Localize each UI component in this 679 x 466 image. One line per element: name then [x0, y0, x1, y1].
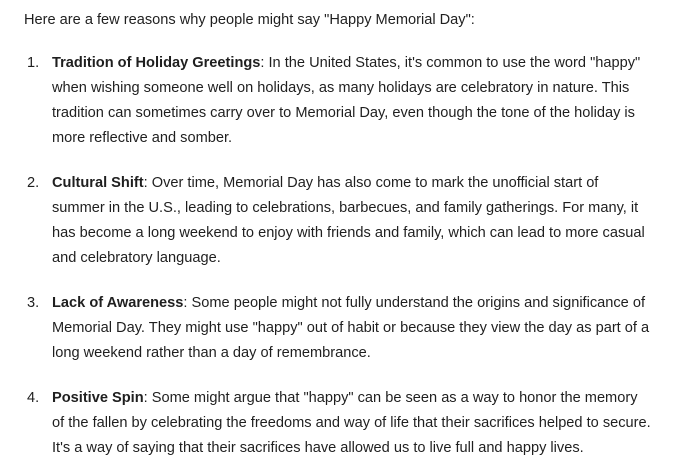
list-number: 2. — [27, 175, 40, 191]
list-number: 1. — [27, 55, 40, 71]
reason-text: : Some might argue that "happy" can be seen as a way to honor the memory of the fallen by celebrating the freedoms and way of life that their sacrifices helped to secure. It's a way of saying that their sacrifices have allowed us to live full and happy lives. — [52, 390, 651, 456]
list-number: 4. — [27, 390, 40, 406]
reason-title: Positive Spin — [52, 390, 144, 406]
list-item — [24, 386, 653, 461]
reason-text: : In the United States, it's common to use the word "happy" when wishing someone well on holidays, as many holidays are celebratory in nature. This tradition can sometimes carry over to Memorial Day, even though the tone of the holiday is more reflective and somber. — [52, 55, 641, 146]
reasons-list — [24, 51, 653, 461]
list-item — [24, 291, 653, 366]
intro-text: Here are a few reasons why people might say "Happy Memorial Day": — [24, 12, 475, 28]
list-number: 3. — [27, 295, 40, 311]
reason-text: : Over time, Memorial Day has also come to mark the unofficial start of summer in the U.S., leading to celebrations, barbecues, and family gatherings. For many, it has become a long weekend to enjoy with friends and family, which can lead to more casual and celebratory language. — [52, 175, 645, 266]
list-item — [24, 171, 653, 271]
reason-title: Tradition of Holiday Greetings — [52, 55, 261, 71]
reason-title: Cultural Shift — [52, 175, 144, 191]
reason-text: : Some people might not fully understand the origins and significance of Memorial Day. They might use "happy" out of habit or because they view the day as part of a long weekend rather than a day of remembrance. — [52, 295, 650, 361]
list-item — [24, 51, 653, 151]
reason-title: Lack of Awareness — [52, 295, 184, 311]
